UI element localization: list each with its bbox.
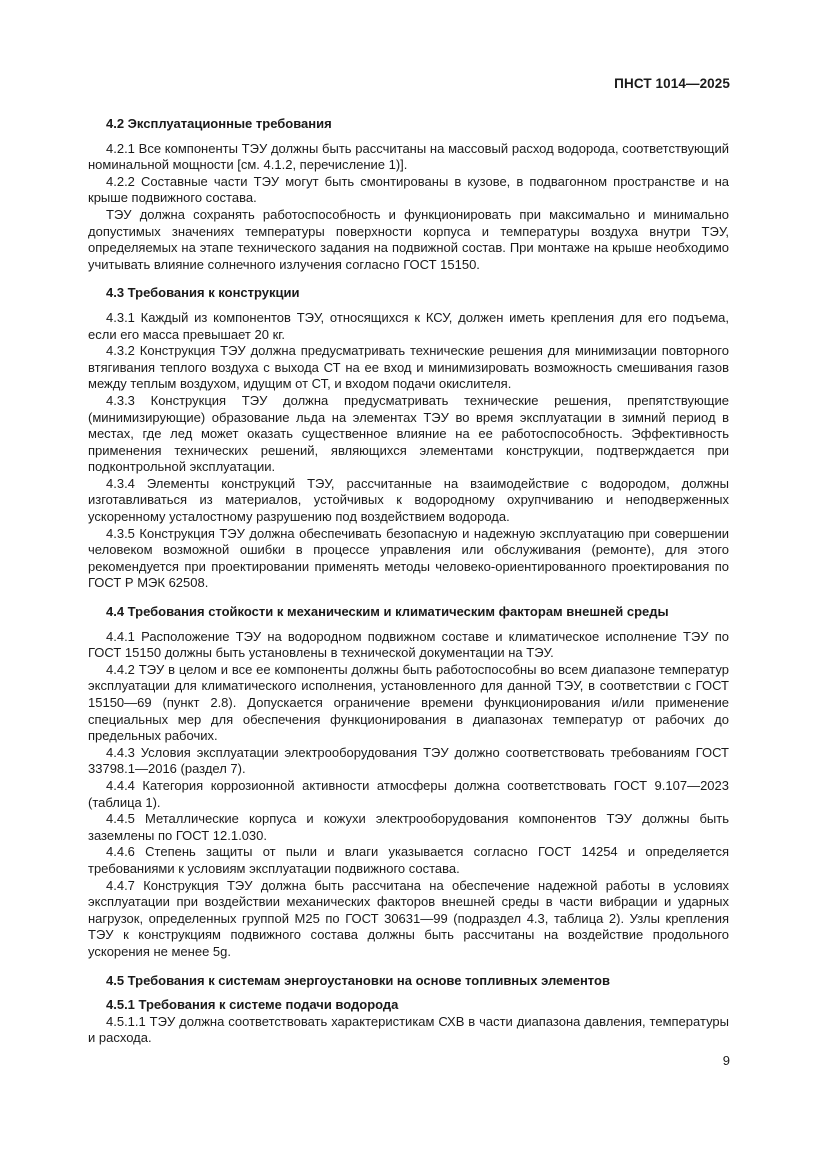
paragraph: ТЭУ должна сохранять работоспособность и функционировать при максимально и минимально допустимых значениях температуры поверхности корпуса и температуры воздуха внутри ТЭУ, определяемых на этапе технического задания на подвижной состав. При монтаже на крыше необходимо учитывать влияние солнечного излучения согласно ГОСТ 15150. — [88, 206, 729, 272]
paragraph: 4.4.7 Конструкция ТЭУ должна быть рассчитана на обеспечение надежной работы в условиях эксплуатации при воздействии механических факторов внешней среды в части вибрации и ударных нагрузок, определенных группой М25 по ГОСТ 30631—99 (подраздел 4.3, таблица 2). Узлы крепления ТЭУ к конструкциям подвижного состава должны быть рассчитаны на воздействие продольного ускорения не менее 5g. — [88, 877, 729, 959]
paragraph: 4.4.1 Расположение ТЭУ на водородном подвижном составе и климатическое исполнение ТЭУ по ГОСТ 15150 должны быть установлены в технической документации на ТЭУ. — [88, 628, 729, 661]
paragraph: 4.3.3 Конструкция ТЭУ должна предусматривать технические решения, препятствующие (минимизирующие) образование льда на элементах ТЭУ во время эксплуатации в зимний период в местах, где лед может оказать существенное влияние на ее работоспособность. Эффективность применения технических решений, являющихся элементами конструкции, подтверждается при подконтрольной эксплуатации. — [88, 392, 729, 475]
section-4-3 — [88, 285, 729, 592]
section-4-5 — [88, 973, 729, 1047]
paragraph: 4.4.5 Металлические корпуса и кожухи электрооборудования компонентов ТЭУ должны быть заземлены по ГОСТ 12.1.030. — [88, 811, 729, 843]
paragraph: 4.4.2 ТЭУ в целом и все ее компоненты должны быть работоспособны во всем диапазоне температур эксплуатации для климатического исполнения, установленного для данной ТЭУ, в соответствии с ГОСТ 15150—69 (пункт 2.8). Допускается ограничение времени функционирования и/или применение специальных мер для обеспечения функционирования в диапазонах температур от рабочих до предельных рабочих. — [88, 661, 729, 744]
section-4-4 — [88, 604, 729, 960]
paragraph: 4.3.2 Конструкция ТЭУ должна предусматривать технические решения для минимизации повторного втягивания теплого воздуха с выхода СТ на ее вход и минимизировать возможность смешивания газов между теплым воздухом, идущим от СТ, и входом подачи окислителя. — [88, 343, 729, 392]
paragraph: 4.3.4 Элементы конструкций ТЭУ, рассчитанные на взаимодействие с водородом, должны изготавливаться из материалов, устойчивых к водородному охрупчиванию и неподверженных ускоренному усталостному разрушению под воздействием водорода. — [88, 475, 729, 525]
paragraph: 4.4.4 Категория коррозионной активности атмосферы должна соответствовать ГОСТ 9.107—2023 (таблица 1). — [88, 777, 729, 810]
paragraph: 4.2.1 Все компоненты ТЭУ должны быть рассчитаны на массовый расход водорода, соответствующий номинальной мощности [см. 4.1.2, перечисление 1)]. — [88, 140, 729, 173]
paragraph: 4.2.2 Составные части ТЭУ могут быть смонтированы в кузове, в подвагонном пространстве и на крыше подвижного состава. — [88, 173, 729, 206]
paragraph: 4.5.1.1 ТЭУ должна соответствовать характеристикам СХВ в части диапазона давления, температуры и расхода. — [88, 1013, 729, 1046]
section-heading: 4.5 Требования к системам энергоустановки на основе топливных элементов — [106, 972, 610, 988]
document-body — [88, 116, 729, 1059]
subsection-heading: 4.5.1 Требования к системе подачи водорода — [106, 997, 399, 1013]
paragraph: 4.3.1 Каждый из компонентов ТЭУ, относящихся к КСУ, должен иметь крепления для его подъема, если его масса превышает 20 кг. — [88, 309, 729, 342]
document-code: ПНСТ 1014—2025 — [614, 76, 730, 91]
section-heading: 4.2 Эксплуатационные требования — [106, 116, 332, 131]
paragraph: 4.4.6 Степень защиты от пыли и влаги указывается согласно ГОСТ 14254 и определяется требованиями к условиям эксплуатации подвижного состава. — [88, 844, 729, 876]
paragraph: 4.4.3 Условия эксплуатации электрооборудования ТЭУ должно соответствовать требованиям ГОСТ 33798.1—2016 (раздел 7). — [88, 744, 729, 777]
section-4-2 — [88, 116, 729, 273]
section-heading: 4.3 Требования к конструкции — [106, 285, 300, 301]
section-heading: 4.4 Требования стойкости к механическим и климатическим факторам внешней среды — [106, 604, 669, 620]
page-number: 9 — [722, 1053, 730, 1068]
paragraph: 4.3.5 Конструкция ТЭУ должна обеспечивать безопасную и надежную эксплуатацию при совершении человеком возможной ошибки в процессе управления или обслуживания (ремонте), для этого рекомендуется при проектировании применять методы человеко-ориентированного проектирования по ГОСТ Р МЭК 62508. — [88, 525, 729, 591]
